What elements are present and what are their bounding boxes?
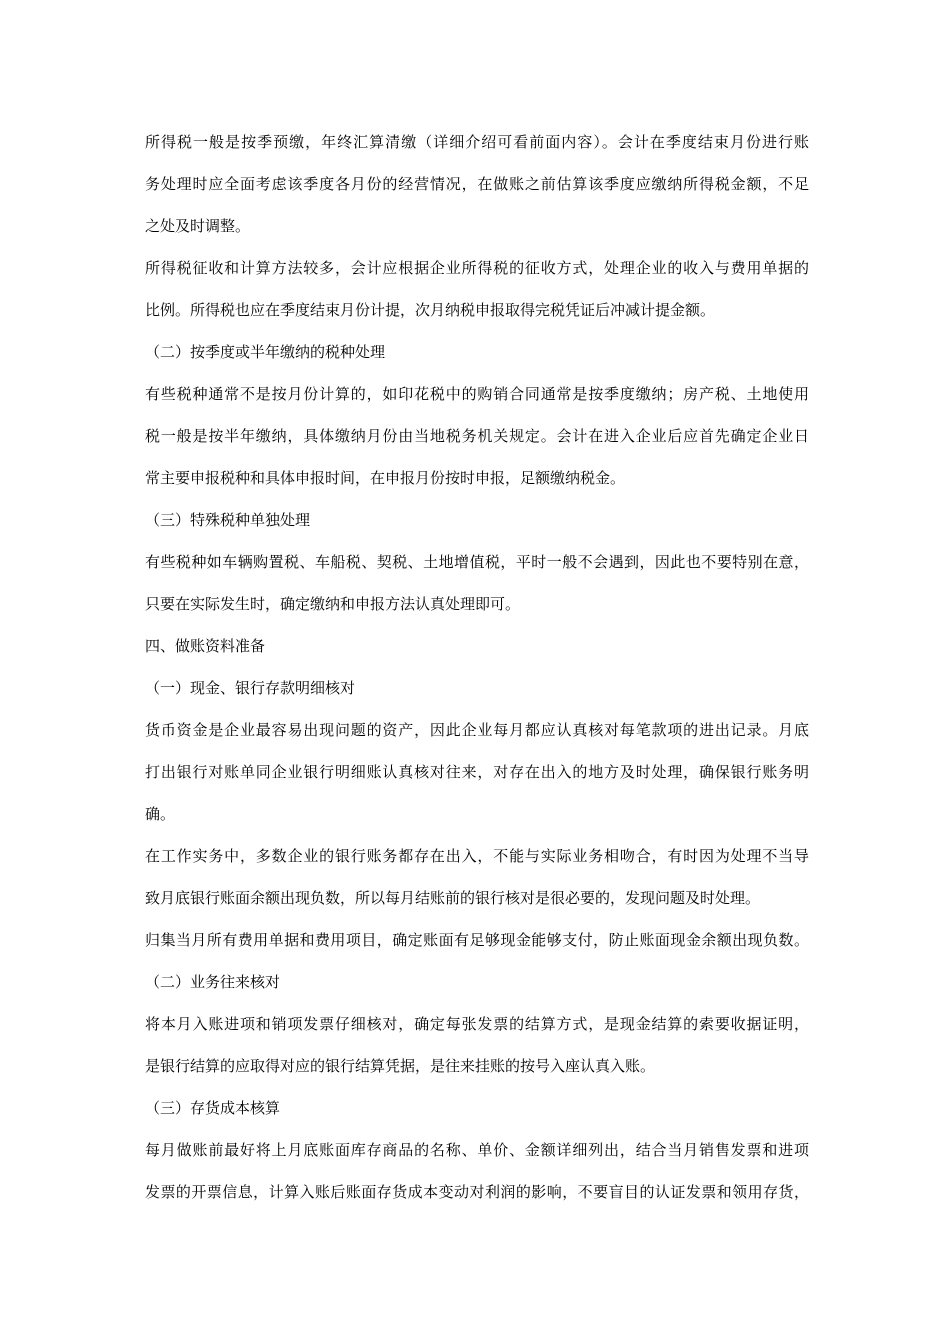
text-line: 税一般是按半年缴纳，具体缴纳月份由当地税务机关规定。会计在进入企业后应首先确定企业日 — [145, 427, 809, 445]
text-line: 有些税种通常不是按月份计算的，如印花税中的购销合同通常是按季度缴纳；房产税、土地使用 — [145, 385, 809, 403]
section-heading: （三）存货成本核算 — [145, 1099, 281, 1117]
text-line: 比例。所得税也应在季度结束月份计提，次月纳税申报取得完税凭证后冲减计提金额。 — [145, 301, 716, 319]
text-line: 货币资金是企业最容易出现问题的资产，因此企业每月都应认真核对每笔款项的进出记录。月底 — [145, 721, 809, 739]
section-heading: （三）特殊税种单独处理 — [145, 511, 311, 529]
text-line: 之处及时调整。 — [145, 217, 251, 235]
text-line: 在工作实务中，多数企业的银行账务都存在出入，不能与实际业务相吻合，有时因为处理不当导 — [145, 847, 809, 865]
text-line: 有些税种如车辆购置税、车船税、契税、土地增值税，平时一般不会遇到，因此也不要特别在意， — [145, 553, 809, 571]
document-page — [145, 121, 809, 1213]
section-heading: （二）按季度或半年缴纳的税种处理 — [145, 343, 386, 361]
text-line: 发票的开票信息，计算入账后账面存货成本变动对利润的影响，不要盲目的认证发票和领用存货， — [145, 1183, 809, 1201]
section-heading: （二）业务往来核对 — [145, 973, 281, 991]
text-line: 确。 — [145, 805, 176, 823]
text-line: 务处理时应全面考虑该季度各月份的经营情况，在做账之前估算该季度应缴纳所得税金额，不足 — [145, 175, 809, 193]
section-heading: （一）现金、银行存款明细核对 — [145, 679, 356, 697]
text-line: 常主要申报税种和具体申报时间，在申报月份按时申报，足额缴纳税金。 — [145, 469, 626, 487]
text-line: 是银行结算的应取得对应的银行结算凭据，是往来挂账的按号入座认真入账。 — [145, 1057, 656, 1075]
text-line: 归集当月所有费用单据和费用项目，确定账面有足够现金能够支付，防止账面现金余额出现负数。 — [145, 931, 809, 949]
text-line: 只要在实际发生时，确定缴纳和申报方法认真处理即可。 — [145, 595, 521, 613]
text-line: 将本月入账进项和销项发票仔细核对，确定每张发票的结算方式，是现金结算的索要收据证明， — [145, 1015, 809, 1033]
text-line: 所得税征收和计算方法较多，会计应根据企业所得税的征收方式，处理企业的收入与费用单据的 — [145, 259, 809, 277]
text-line: 打出银行对账单同企业银行明细账认真核对往来，对存在出入的地方及时处理，确保银行账务明 — [145, 763, 809, 781]
text-line: 致月底银行账面余额出现负数，所以每月结账前的银行核对是很必要的，发现问题及时处理。 — [145, 889, 761, 907]
text-line: 每月做账前最好将上月底账面库存商品的名称、单价、金额详细列出，结合当月销售发票和进项 — [145, 1141, 809, 1159]
text-line: 所得税一般是按季预缴，年终汇算清缴（详细介绍可看前面内容）。会计在季度结束月份进行账 — [145, 133, 809, 151]
chapter-heading: 四、做账资料准备 — [145, 637, 266, 655]
